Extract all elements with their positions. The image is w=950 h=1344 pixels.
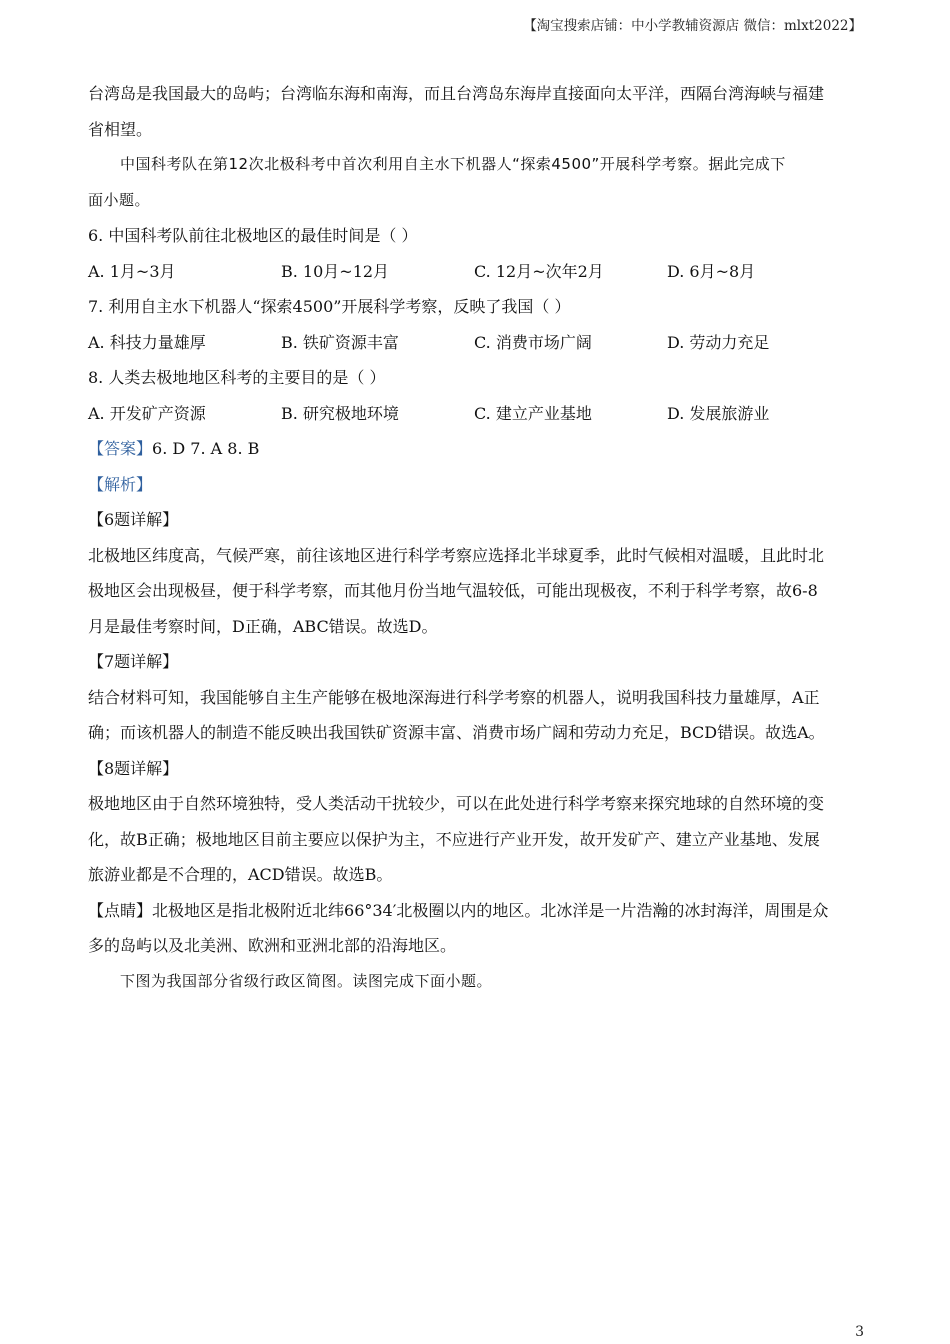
analysis-label: 【解析】 [88, 474, 153, 494]
option-a: A. 开发矿产资源 [88, 403, 206, 423]
question-6-options [88, 254, 860, 290]
dianjing-text: 北极地区是指北极附近北纬66°34′北极圈以内的地区。北冰洋是一片浩瀚的冰封海洋，周围是众 [152, 900, 829, 920]
next-question-intro: 下图为我国部分省级行政区简图。读图完成下面小题。 [120, 971, 493, 990]
detail-6-line-2: 极地区会出现极昼，便于科学考察，而其他月份当地气温较低，可能出现极夜，不利于科学考察，故6-8 [88, 581, 818, 600]
answer-label: 【答案】 [88, 439, 153, 458]
option-a: A. 科技力量雄厚 [88, 332, 206, 352]
page-number: 3 [855, 1324, 864, 1340]
option-b: B. 研究极地环境 [281, 403, 399, 423]
document-body [88, 76, 860, 999]
detail-8-line-2: 化，故B正确；极地地区目前主要应以保护为主，不应进行产业开发，故开发矿产、建立产业基地、发展 [88, 829, 820, 849]
option-b: B. 铁矿资源丰富 [281, 332, 399, 352]
detail-8-line-1: 极地地区由于自然环境独特，受人类活动干扰较少，可以在此处进行科学考察来探究地球的自然环境的变 [88, 794, 825, 813]
option-c: C. 12月~次年2月 [474, 261, 604, 281]
dianjing-line-1 [88, 893, 860, 929]
option-c: C. 消费市场广阔 [474, 332, 592, 352]
option-a: A. 1月~3月 [88, 261, 176, 281]
question-6-stem: 6. 中国科考队前往北极地区的最佳时间是（ ） [88, 226, 418, 245]
question-8-stem: 8. 人类去极地地区科考的主要目的是（ ） [88, 368, 386, 387]
passage-line-1: 中国科考队在第12次北极科考中首次利用自主水下机器人“探索4500”开展科学考察。据此完成下 [120, 155, 786, 173]
detail-7-line-1: 结合材料可知，我国能够自主生产能够在极地深海进行科学考察的机器人，说明我国科技力量雄厚，A正 [88, 687, 820, 707]
dianjing-label: 【点睛】 [88, 900, 153, 920]
detail-7-line-2: 确；而该机器人的制造不能反映出我国铁矿资源丰富、消费市场广阔和劳动力充足，BCD错误。故选A。 [88, 723, 825, 742]
option-b: B. 10月~12月 [281, 261, 390, 281]
detail-8-line-3: 旅游业都是不合理的，ACD错误。故选B。 [88, 865, 393, 884]
option-d: D. 6月~8月 [667, 261, 756, 281]
option-d: D. 发展旅游业 [667, 403, 770, 423]
detail-8-label: 【8题详解】 [88, 758, 179, 778]
dianjing-line-2: 多的岛屿以及北美洲、欧洲和亚洲北部的沿海地区。 [88, 936, 457, 955]
intro-line-2: 省相望。 [88, 119, 153, 139]
answer-text: 6. D 7. A 8. B [152, 439, 260, 458]
detail-6-line-1: 北极地区纬度高，气候严寒，前往该地区进行科学考察应选择北半球夏季，此时气候相对温暖，且此时北 [88, 545, 825, 565]
passage-line-2: 面小题。 [88, 190, 151, 209]
question-7-stem: 7. 利用自主水下机器人“探索4500”开展科学考察，反映了我国（ ） [88, 297, 571, 316]
detail-6-line-3: 月是最佳考察时间，D正确，ABC错误。故选D。 [88, 616, 438, 636]
option-c: C. 建立产业基地 [474, 403, 592, 423]
question-7-options [88, 325, 860, 361]
intro-line-1: 台湾岛是我国最大的岛屿；台湾临东海和南海，而且台湾岛东海岸直接面向太平洋，西隔台湾海峡与福建 [88, 84, 825, 103]
detail-6-label: 【6题详解】 [88, 510, 179, 529]
detail-7-label: 【7题详解】 [88, 652, 179, 671]
answer-line [88, 431, 860, 467]
page-header: 【淘宝搜索店铺：中小学教辅资源店 微信：mlxt2022】 [523, 18, 862, 34]
option-d: D. 劳动力充足 [667, 332, 770, 352]
question-8-options [88, 396, 860, 432]
